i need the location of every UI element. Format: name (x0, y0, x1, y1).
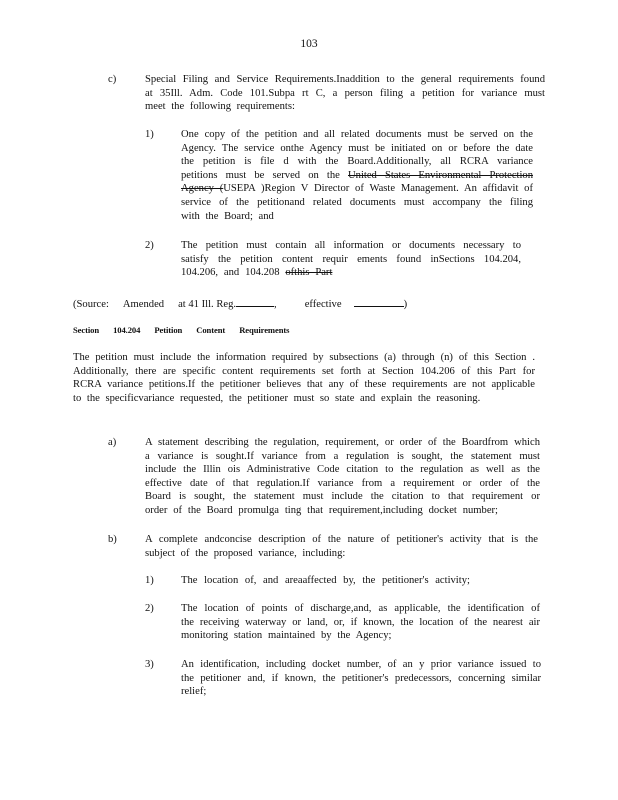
subsection-b1-text: The location of, and areaaffected by, the petitioner's activity; (181, 575, 470, 586)
subsection-c-label: c) (108, 74, 117, 85)
subsection-a-text: A statement describing the regulation, requirement, or order of the Boardfrom which a variance is sought.If variance from a regulation is sought, the statement must include the Illin ois Administrative Code citation to the regulation as well as the effective date of that regulation.If variance from a requirement or order of the Board is sought, the statement must include the citation to that requirement or order of the Board promulga ting that requirement,including docket number; (145, 437, 540, 516)
intro-paragraph: The petition must include the information required by subsections (a) through (n) of this Section . Additionally, there are specific content requirements set forth at Section 104.206 of this Part for RCRA variance petitions.If the petitioner believes that any of these requirements are not applicable to the specificvariance requested, the petitioner must so state and explain the reasoning. (73, 352, 535, 404)
section-heading: Section 104.204 Petition Content Requirements (73, 325, 290, 335)
page-number: 103 (300, 38, 318, 50)
source-note: (Source: Amended at 41 Ill. Reg. , effective ) (73, 296, 407, 312)
subsection-b1-label: 1) (145, 575, 154, 586)
struck-text: United States Environmental Protection Agency ( (181, 169, 533, 195)
subsection-b-label: b) (108, 534, 117, 545)
subsection-b-text: A complete andconcise description of the nature of petitioner's activity that is the subject of the proposed variance, including: (145, 534, 538, 559)
subsection-b2-label: 2) (145, 603, 154, 614)
struck-text: ofthis Part (285, 267, 333, 279)
subsection-c1-text: One copy of the petition and all related documents must be served on the Agency. The service onthe Agency must be initiated on or before the date the petition is file d with the Board.Additionally, all RCRA variance petitions must be served on the United States Environmental Protection Agency (USEPA )Region V Director of Waste Management. An affidavit of service of the petitionand related documents must accompany the filing with the Board; and (181, 129, 533, 222)
subsection-b3-text: An identification, including docket number, of an y prior variance issued to the petitioner and, if known, the petitioner's predecessors, concerning similar relief; (181, 659, 541, 698)
subsection-c-text: Special Filing and Service Requirements.Inaddition to the general requirements found at 35Ill. Adm. Code 101.Subpa rt C, a person filing a petition for variance must meet the following requirements: (145, 74, 545, 113)
subsection-c2-label: 2) (145, 240, 154, 251)
subsection-a-label: a) (108, 437, 117, 448)
subsection-b3-label: 3) (145, 659, 154, 670)
subsection-c2-text: The petition must contain all information or documents necessary to satisfy the petition content requir ements found inSections 104.204, 104.206, and 104.208 ofthis Part (181, 240, 521, 279)
subsection-b2-text: The location of points of discharge,and, as applicable, the identification of the receiving waterway or land, or, if known, the location of the nearest air monitoring station maintained by the Agency; (181, 603, 540, 642)
subsection-c1-label: 1) (145, 129, 154, 140)
